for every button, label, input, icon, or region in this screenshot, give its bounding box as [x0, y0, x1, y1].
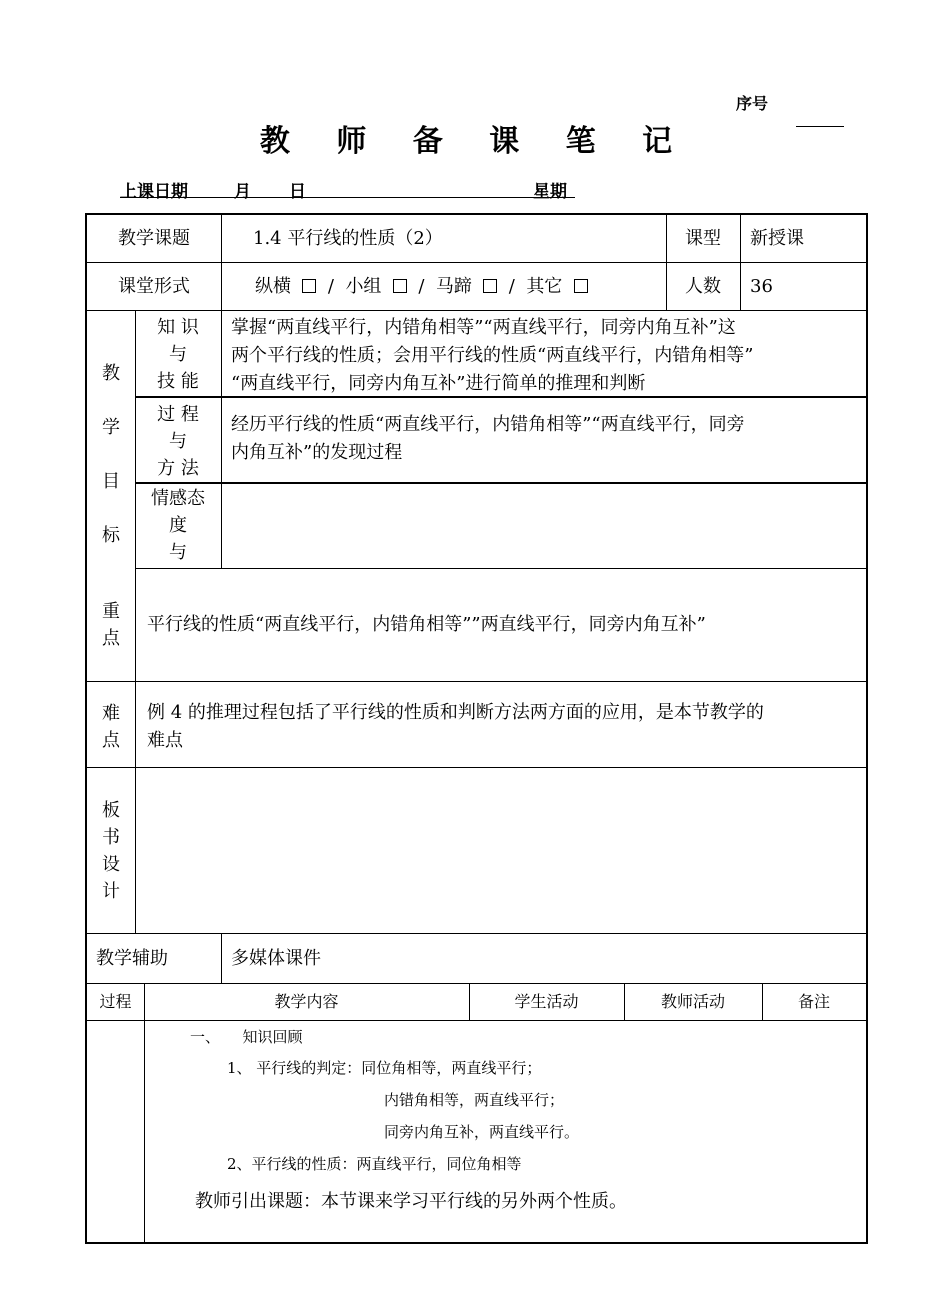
text-line: 经历平行线的性质“两直线平行，内错角相等”“两直线平行，同旁 [231, 414, 745, 435]
separator: / [327, 276, 334, 297]
text-line: 例 4 的推理过程包括了平行线的性质和判断方法两方面的应用，是本节教学的 [147, 702, 764, 723]
rule [135, 568, 866, 569]
rule [87, 1020, 866, 1021]
objectives-label [87, 347, 135, 563]
process-method-label [135, 401, 221, 482]
rule [144, 983, 145, 1242]
option-label: 马蹄 [435, 276, 472, 297]
rule [87, 983, 866, 984]
option-label: 其它 [526, 276, 563, 297]
label-line: 度 [169, 515, 187, 536]
day-label: 日 [289, 182, 306, 202]
lesson-type-label: 课型 [685, 228, 721, 249]
header-teacher-activity: 教师活动 [660, 992, 725, 1011]
class-form-options [255, 273, 588, 301]
page-title: 教 师 备 课 笔 记 [259, 124, 691, 159]
process-method-text [231, 411, 745, 467]
label-line: 技 能 [157, 371, 199, 392]
header-student-activity: 学生活动 [514, 992, 579, 1011]
separator: / [508, 276, 515, 297]
content-line: 同旁内角互补，两直线平行。 [384, 1123, 580, 1141]
checkbox-icon[interactable] [574, 279, 588, 293]
topic-value: 1.4 平行线的性质（2） [253, 228, 443, 249]
label-char: 教 [102, 363, 120, 384]
rule [221, 310, 222, 568]
label-char: 标 [102, 525, 120, 546]
text-line: 两个平行线的性质；会用平行线的性质“两直线平行，内错角相等” [231, 345, 754, 366]
serial-number-label: 序号 [736, 94, 769, 113]
month-label: 月 [234, 182, 251, 202]
checkbox-icon[interactable] [483, 279, 497, 293]
label-char: 书 [102, 827, 120, 848]
content-line: 内错角相等，两直线平行； [384, 1091, 565, 1109]
text-line: “两直线平行，同旁内角互补”进行简单的推理和判断 [231, 373, 646, 394]
content-line: 教师引出课题：本节课来学习平行线的另外两个性质。 [195, 1191, 627, 1212]
rule [87, 310, 866, 311]
topic-label: 教学课题 [118, 228, 190, 249]
checkbox-icon[interactable] [393, 279, 407, 293]
option-label: 小组 [345, 276, 382, 297]
header-process: 过程 [99, 992, 132, 1011]
label-char: 设 [102, 854, 120, 875]
rule [221, 933, 222, 983]
label-char: 点 [102, 628, 120, 649]
checkbox-icon[interactable] [302, 279, 316, 293]
class-date-line [120, 177, 575, 202]
label-line: 与 [169, 431, 187, 452]
rule [87, 933, 866, 934]
label-line: 与 [169, 542, 187, 563]
rule [87, 767, 866, 768]
rule [87, 262, 866, 263]
date-label: 上课日期 [120, 182, 188, 202]
text-line: 内角互补”的发现过程 [231, 442, 403, 463]
label-char: 难 [102, 703, 120, 724]
label-char: 学 [102, 417, 120, 438]
label-char: 重 [102, 601, 120, 622]
rule [221, 215, 222, 310]
difficulty-text [147, 699, 764, 755]
rule [87, 681, 866, 682]
separator: / [418, 276, 425, 297]
label-char: 点 [102, 730, 120, 751]
text-line: 难点 [147, 730, 183, 751]
label-char: 板 [102, 800, 120, 821]
weekday-label: 星期 [533, 182, 567, 202]
header-content: 教学内容 [274, 992, 339, 1011]
text-line: 掌握“两直线平行，内错角相等”“两直线平行，同旁内角互补”这 [231, 317, 736, 338]
teaching-aid-value: 多媒体课件 [231, 948, 321, 969]
label-line: 方 法 [157, 458, 199, 479]
student-count-label: 人数 [685, 276, 721, 297]
label-char: 计 [102, 881, 120, 902]
emotion-attitude-label [135, 485, 221, 566]
rule [135, 482, 866, 484]
label-line: 过 程 [157, 404, 199, 425]
header-notes: 备注 [797, 992, 830, 1011]
student-count-value: 36 [750, 276, 773, 297]
label-line: 与 [169, 344, 187, 365]
board-design-label [87, 797, 135, 905]
rule [740, 215, 741, 310]
option-label: 纵横 [255, 276, 291, 297]
lesson-plan-table [85, 213, 868, 1244]
knowledge-skill-label [135, 314, 221, 395]
key-point-label [87, 598, 135, 652]
content-line: 一、 知识回顾 [190, 1028, 303, 1046]
label-line: 情感态 [151, 488, 205, 509]
label-line: 知 识 [157, 317, 199, 338]
content-line: 2、平行线的性质：两直线平行，同位角相等 [227, 1155, 522, 1173]
key-point-text: 平行线的性质“两直线平行，内错角相等””两直线平行，同旁内角互补” [147, 614, 706, 635]
content-line: 1、 平行线的判定：同位角相等，两直线平行； [227, 1059, 542, 1077]
difficulty-label [87, 700, 135, 754]
knowledge-skill-text [231, 314, 753, 398]
teaching-aid-label: 教学辅助 [96, 948, 168, 969]
class-form-label: 课堂形式 [118, 276, 190, 297]
label-char: 目 [102, 471, 120, 492]
lesson-type-value: 新授课 [750, 228, 804, 249]
